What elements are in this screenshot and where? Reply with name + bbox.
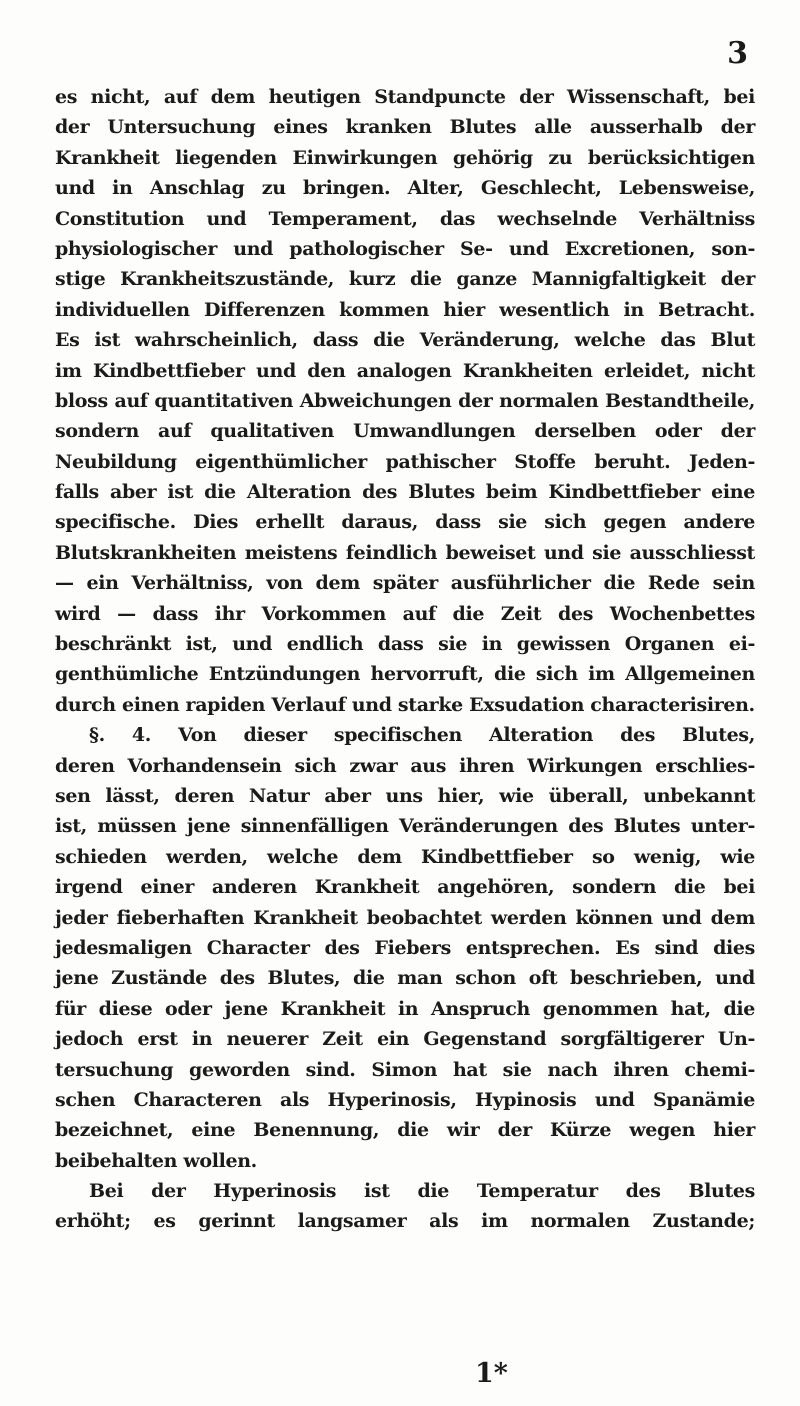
text-line: individuellen Differenzen kommen hier wesentlich in Betracht. bbox=[55, 298, 755, 321]
text-line: bloss auf quantitativen Abweichungen der normalen Bestandtheile, bbox=[55, 389, 755, 412]
text-line: beibehalten wollen. bbox=[55, 1149, 257, 1172]
paragraph-start-line: Bei der Hyperinosis ist die Temperatur des Blutes bbox=[89, 1180, 755, 1203]
text-line: durch einen rapiden Verlauf und starke Exsudation characterisiren. bbox=[55, 693, 755, 716]
text-line: physiologischer und pathologischer Se- und Excretionen, son- bbox=[55, 237, 755, 260]
text-line: beschränkt ist, und endlich dass sie in gewissen Organen ei- bbox=[55, 633, 755, 656]
text-line: Es ist wahrscheinlich, dass die Veränderung, welche das Blut bbox=[55, 329, 755, 352]
text-line: jedoch erst in neuerer Zeit ein Gegenstand sorgfältigerer Un- bbox=[55, 1028, 755, 1051]
text-line: Constitution und Temperament, das wechselnde Verhältniss bbox=[55, 207, 755, 230]
text-line: und in Anschlag zu bringen. Alter, Geschlecht, Lebensweise, bbox=[55, 177, 755, 200]
text-line: tersuchung geworden sind. Simon hat sie nach ihren chemi- bbox=[55, 1058, 755, 1081]
section-heading-line: §. 4. Von dieser specifischen Alteration des Blutes, bbox=[89, 724, 755, 747]
text-line: sen lässt, deren Natur aber uns hier, wie überall, unbekannt bbox=[55, 784, 755, 807]
text-line: — ein Verhältniss, von dem später ausführlicher die Rede sein bbox=[55, 572, 755, 595]
text-line: erhöht; es gerinnt langsamer als im normalen Zustande; bbox=[55, 1210, 755, 1233]
text-line: wird — dass ihr Vorkommen auf die Zeit des Wochenbettes bbox=[55, 602, 755, 625]
text-line: stige Krankheitszustände, kurz die ganze Mannigfaltigkeit der bbox=[55, 268, 755, 291]
text-line: bezeichnet, eine Benennung, die wir der Kürze wegen hier bbox=[55, 1119, 755, 1142]
text-line: falls aber ist die Alteration des Blutes beim Kindbettfieber eine bbox=[55, 481, 755, 504]
text-line: Blutskrankheiten meistens feindlich beweiset und sie ausschliesst bbox=[55, 541, 755, 564]
signature-mark: 1* bbox=[475, 1358, 508, 1389]
text-line: der Untersuchung eines kranken Blutes alle ausserhalb der bbox=[55, 116, 755, 139]
text-line: jene Zustände des Blutes, die man schon oft beschrieben, und bbox=[55, 967, 755, 990]
text-line: für diese oder jene Krankheit in Anspruch genommen hat, die bbox=[55, 997, 755, 1020]
text-line: im Kindbettfieber und den analogen Krankheiten erleidet, nicht bbox=[55, 359, 755, 382]
text-line: Neubildung eigenthümlicher pathischer Stoffe beruht. Jeden- bbox=[55, 450, 755, 473]
text-line: sondern auf qualitativen Umwandlungen derselben oder der bbox=[55, 420, 755, 443]
text-line: irgend einer anderen Krankheit angehören, sondern die bei bbox=[55, 876, 755, 899]
text-line: jeder fieberhaften Krankheit beobachtet werden können und dem bbox=[55, 906, 755, 929]
text-line: ist, müssen jene sinnenfälligen Veränderungen des Blutes unter- bbox=[55, 815, 755, 838]
body-text bbox=[55, 82, 755, 1237]
text-line: jedesmaligen Character des Fiebers entsprechen. Es sind dies bbox=[55, 936, 755, 959]
text-line: es nicht, auf dem heutigen Standpuncte der Wissenschaft, bei bbox=[55, 86, 755, 108]
text-line: genthümliche Entzündungen hervorruft, die sich im Allgemeinen bbox=[55, 663, 755, 686]
text-line: schieden werden, welche dem Kindbettfieber so wenig, wie bbox=[55, 845, 755, 868]
text-line: schen Characteren als Hyperinosis, Hypinosis und Spanämie bbox=[55, 1088, 755, 1111]
text-line: deren Vorhandensein sich zwar aus ihren Wirkungen erschlies- bbox=[55, 754, 755, 777]
text-line: Krankheit liegenden Einwirkungen gehörig zu berücksichtigen bbox=[55, 146, 755, 169]
text-line: specifische. Dies erhellt daraus, dass sie sich gegen andere bbox=[55, 511, 755, 534]
page-number: 3 bbox=[727, 36, 748, 71]
